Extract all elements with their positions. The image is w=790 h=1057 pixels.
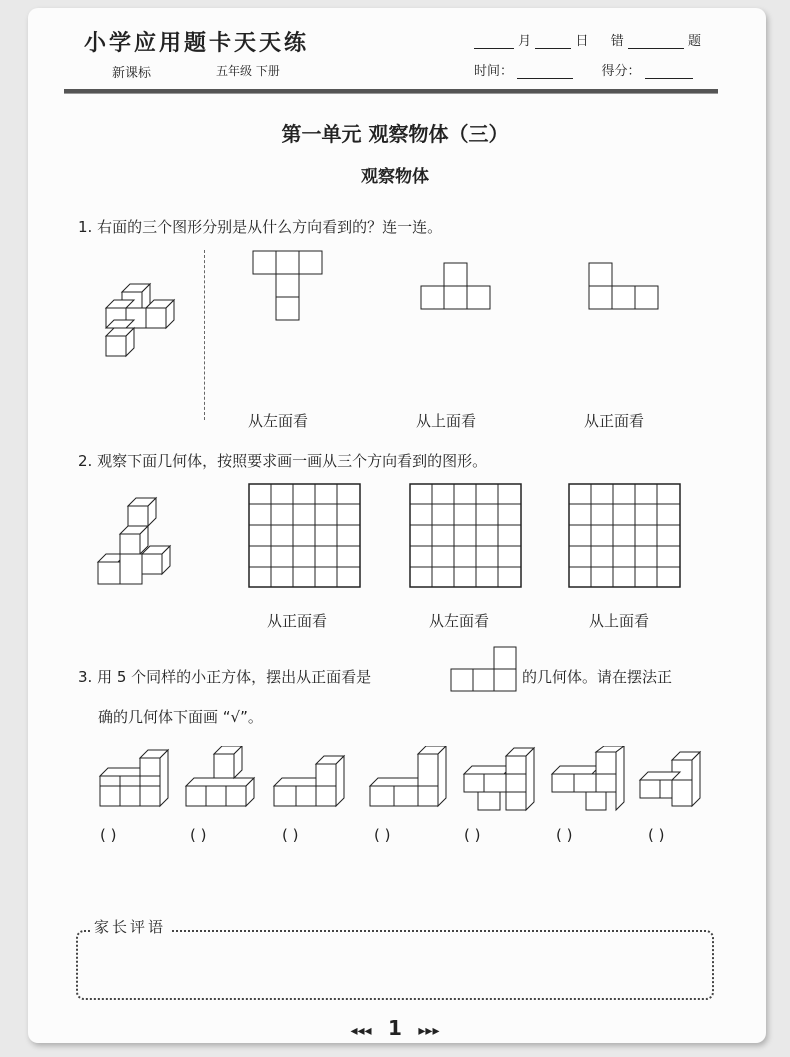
q2-grid-front[interactable]: [248, 483, 362, 589]
q3-answer-1[interactable]: ( ): [100, 826, 117, 844]
q2-grid-top[interactable]: [568, 483, 682, 589]
time-score-line: [474, 60, 693, 79]
parent-comment-box[interactable]: [76, 930, 714, 1000]
q1-caption-top: 从上面看: [416, 412, 477, 430]
q3-answer-2[interactable]: ( ): [190, 826, 207, 844]
edition-label: 新课标: [112, 66, 152, 81]
q3-answer-3[interactable]: ( ): [282, 826, 299, 844]
month-label: 月: [518, 34, 532, 49]
section-title: 观察物体: [361, 167, 429, 187]
q2-solid-figure: [94, 496, 186, 590]
day-blank[interactable]: [535, 34, 571, 49]
q3-option-6: [550, 746, 632, 816]
q3-option-3: [272, 746, 354, 812]
page-footer: [0, 1016, 790, 1040]
q1-solid-figure: [92, 278, 182, 363]
q3-answer-5[interactable]: ( ): [464, 826, 481, 844]
q3-option-7: [638, 746, 710, 812]
q3-answer-4[interactable]: ( ): [374, 826, 391, 844]
q3-answer-7[interactable]: ( ): [648, 826, 665, 844]
q1-divider: [204, 250, 205, 420]
time-blank[interactable]: [517, 64, 573, 79]
q3-inline-front-view: [450, 646, 518, 692]
q1-view-b: [420, 262, 492, 310]
q3-option-5: [462, 746, 544, 816]
score-blank[interactable]: [645, 64, 693, 79]
q2-caption-front: 从正面看: [267, 612, 328, 630]
q3-text-line2: 确的几何体下面画 “√”。: [98, 708, 263, 726]
q1-caption-front: 从正面看: [584, 412, 645, 430]
q3-text-part1: 3. 用 5 个同样的小正方体，摆出从正面看是: [78, 668, 372, 686]
q2-grid-left[interactable]: [409, 483, 523, 589]
q2-caption-left: 从左面看: [429, 612, 490, 630]
q3-option-4: [368, 746, 450, 812]
header-rule: [64, 89, 718, 94]
q1-text: 1. 右面的三个图形分别是从什么方向看到的？连一连。: [78, 218, 443, 236]
grade-label: 五年级 下册: [216, 64, 280, 78]
month-blank[interactable]: [474, 34, 514, 49]
unit-title: 第一单元 观察物体（三）: [281, 122, 509, 146]
q1-view-a: [252, 250, 324, 322]
q2-caption-top: 从上面看: [589, 612, 650, 630]
date-line: [474, 30, 701, 49]
question-unit-label: 题: [688, 34, 702, 49]
wrong-label: 错: [610, 34, 624, 49]
page-number: 1: [388, 1016, 402, 1040]
time-label: 时间：: [474, 64, 514, 79]
q1-caption-left: 从左面看: [248, 412, 309, 430]
book-title: 小学应用题卡天天练: [84, 30, 310, 56]
q2-text: 2. 观察下面几何体，按照要求画一画从三个方向看到的图形。: [78, 452, 488, 470]
wrong-blank[interactable]: [628, 34, 684, 49]
q3-option-2: [184, 746, 256, 812]
score-label: 得分：: [601, 64, 641, 79]
day-label: 日: [575, 34, 589, 49]
prev-arrows-icon: ◂◂◂: [350, 1023, 372, 1039]
next-arrows-icon: ▸▸▸: [418, 1023, 440, 1039]
q3-text-part2: 的几何体。请在摆法正: [522, 668, 673, 686]
q3-option-1: [98, 746, 170, 812]
parent-comment-label: 家长评语: [90, 916, 170, 937]
q3-answer-6[interactable]: ( ): [556, 826, 573, 844]
q1-cube-stack: [106, 284, 174, 356]
q1-view-c: [588, 262, 660, 310]
